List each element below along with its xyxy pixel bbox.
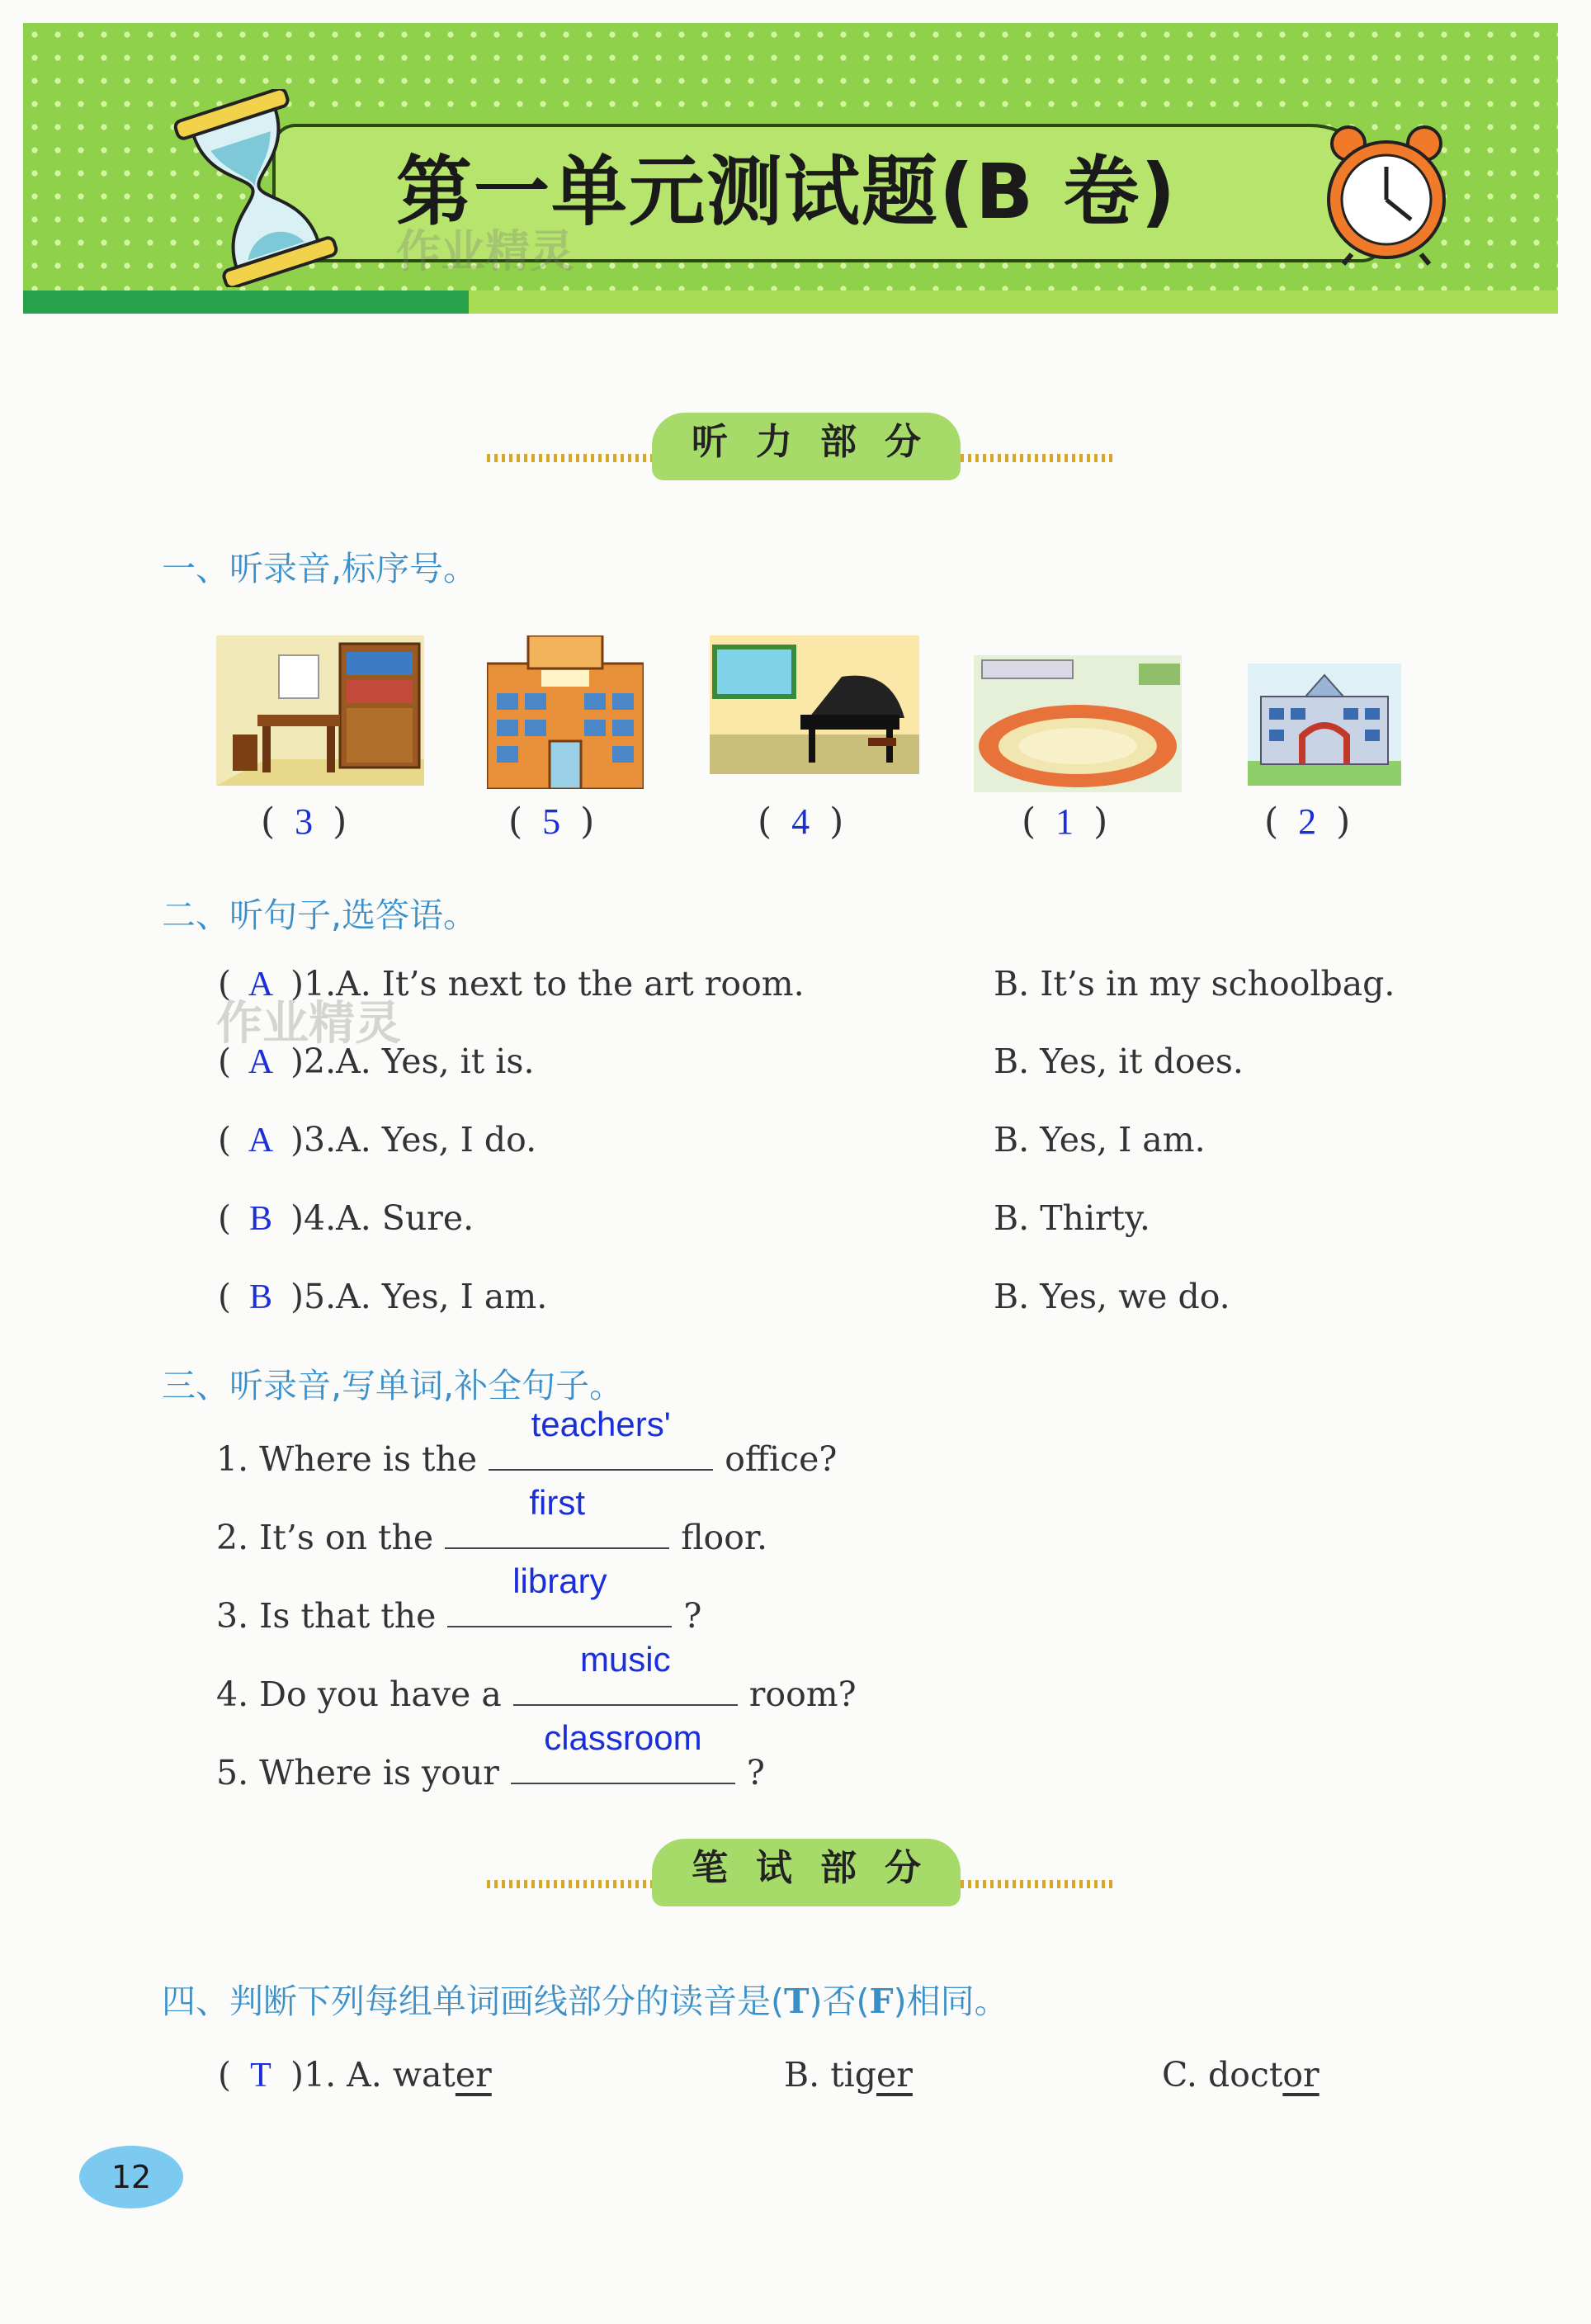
answer-paren: ( 3 ) [261,801,347,843]
hourglass-icon [173,89,338,287]
word-b: B. tig [784,2055,877,2095]
item-number: )1. [290,964,337,1004]
section-label: 听力部分 [692,421,949,463]
option-b: B. Yes, it does. [994,1042,1244,1081]
list-item: ( B )4.A. Sure. [218,1198,474,1238]
heading-text: 四、判断下列每组单词画线部分的读音是( [162,1982,784,2021]
blank-answer: classroom [544,1718,702,1757]
heading-text: )否( [809,1982,870,2021]
watermark: 作业精灵 [216,997,401,1051]
option-a: A. Yes, I do. [336,1120,537,1160]
option-b: B. Thirty. [994,1198,1150,1238]
option-a: A. Sure. [336,1198,474,1238]
choice-answer: B [248,1200,272,1238]
fill-blank [489,1405,713,1471]
word-a: A. wat [347,2055,456,2095]
item-number: )4. [290,1198,337,1238]
blank-answer: music [579,1640,671,1679]
blank-answer: library [512,1561,607,1600]
answer-value: 5 [542,801,561,842]
section-divider-right [961,454,1114,462]
music-room-piano-picture [710,635,919,774]
option-a: A. Yes, I am. [336,1277,548,1316]
blank-answer: teachers' [531,1405,671,1443]
option-a: A. Yes, it is. [336,1042,535,1081]
list-item [216,1483,768,1557]
answer-value: 3 [295,801,314,842]
list-item [1162,2055,1320,2095]
question-1-heading: 一、听录音,标序号。 [162,549,478,588]
item-number: )1. [290,2055,337,2095]
page-title: 第一单元测试题(B 卷) [396,148,1178,236]
watermark: 作业精灵 [396,225,574,277]
list-item: ( A )1.A. It’s next to the art room. [218,964,805,1004]
sentence-end: office? [725,1439,838,1479]
fill-blank [513,1640,738,1706]
question-2-heading: 二、听句子,选答语。 [162,895,478,935]
list-item [216,1640,857,1714]
fill-blank [447,1561,672,1627]
page-number: 12 [111,2159,152,2195]
section-divider-left [487,454,652,462]
answer-value: 1 [1055,801,1074,842]
section-header-written [487,1839,1114,1921]
word-b-underlined: er [876,2055,913,2095]
section-header-listening [487,413,1114,495]
sentence-start: 4. Do you have a [216,1675,502,1714]
list-item: ( T )1. A. water [218,2055,492,2095]
word-a-underlined: er [455,2055,492,2095]
answer-paren: ( 1 ) [1022,801,1108,843]
judge-answer: T [250,2057,271,2095]
true-mark: T [784,1982,810,2021]
sentence-end: floor. [681,1518,768,1557]
sentence-end: room? [748,1675,857,1714]
list-item [784,2055,913,2095]
fill-blank [511,1718,735,1784]
word-c-underlined: or [1282,2055,1320,2095]
section-label: 笔试部分 [692,1847,949,1889]
option-b: B. Yes, I am. [994,1120,1206,1160]
library-building-picture [487,635,644,789]
section-divider-left [487,1880,652,1888]
list-item [216,1561,702,1636]
item-number: )2. [290,1042,337,1081]
answer-value: 2 [1298,801,1317,842]
banner-strip-accent [23,290,469,314]
list-item [216,1405,838,1479]
option-b: B. It’s in my schoolbag. [994,964,1395,1004]
fill-blank [445,1483,669,1549]
word-c: C. doct [1162,2055,1283,2095]
heading-text: )相同。 [893,1982,1008,2021]
sentence-start: 5. Where is your [216,1753,499,1793]
sentence-start: 1. Where is the [216,1439,478,1479]
answer-value: 4 [791,801,810,842]
false-mark: F [869,1982,894,2021]
list-item [216,1718,765,1793]
playground-track-picture [974,655,1182,792]
answer-paren: ( 4 ) [758,801,844,843]
sentence-start: 3. Is that the [216,1596,437,1636]
choice-answer: A [248,1122,274,1160]
option-a: A. It’s next to the art room. [336,964,805,1004]
sentence-start: 2. It’s on the [216,1518,434,1557]
list-item: ( A )2.A. Yes, it is. [218,1042,535,1081]
sentence-end: ? [683,1596,702,1636]
choice-answer: B [248,1278,272,1316]
list-item: ( A )3.A. Yes, I do. [218,1120,537,1160]
section-divider-right [961,1880,1114,1888]
question-4-heading [162,1974,1008,2023]
sentence-end: ? [746,1753,765,1793]
answer-paren: ( 5 ) [508,801,595,843]
alarm-clock-icon [1319,122,1454,266]
blank-answer: first [529,1483,586,1522]
choice-answer: A [248,1043,274,1081]
choice-answer: A [248,966,274,1004]
question-3-heading: 三、听录音,写单词,补全句子。 [162,1366,624,1405]
school-gate-picture [1248,664,1401,786]
item-number: )5. [290,1277,337,1316]
option-b: B. Yes, we do. [994,1277,1230,1316]
teachers-office-picture [216,635,424,786]
item-number: )3. [290,1120,337,1160]
answer-paren: ( 2 ) [1264,801,1351,843]
list-item: ( B )5.A. Yes, I am. [218,1277,548,1316]
